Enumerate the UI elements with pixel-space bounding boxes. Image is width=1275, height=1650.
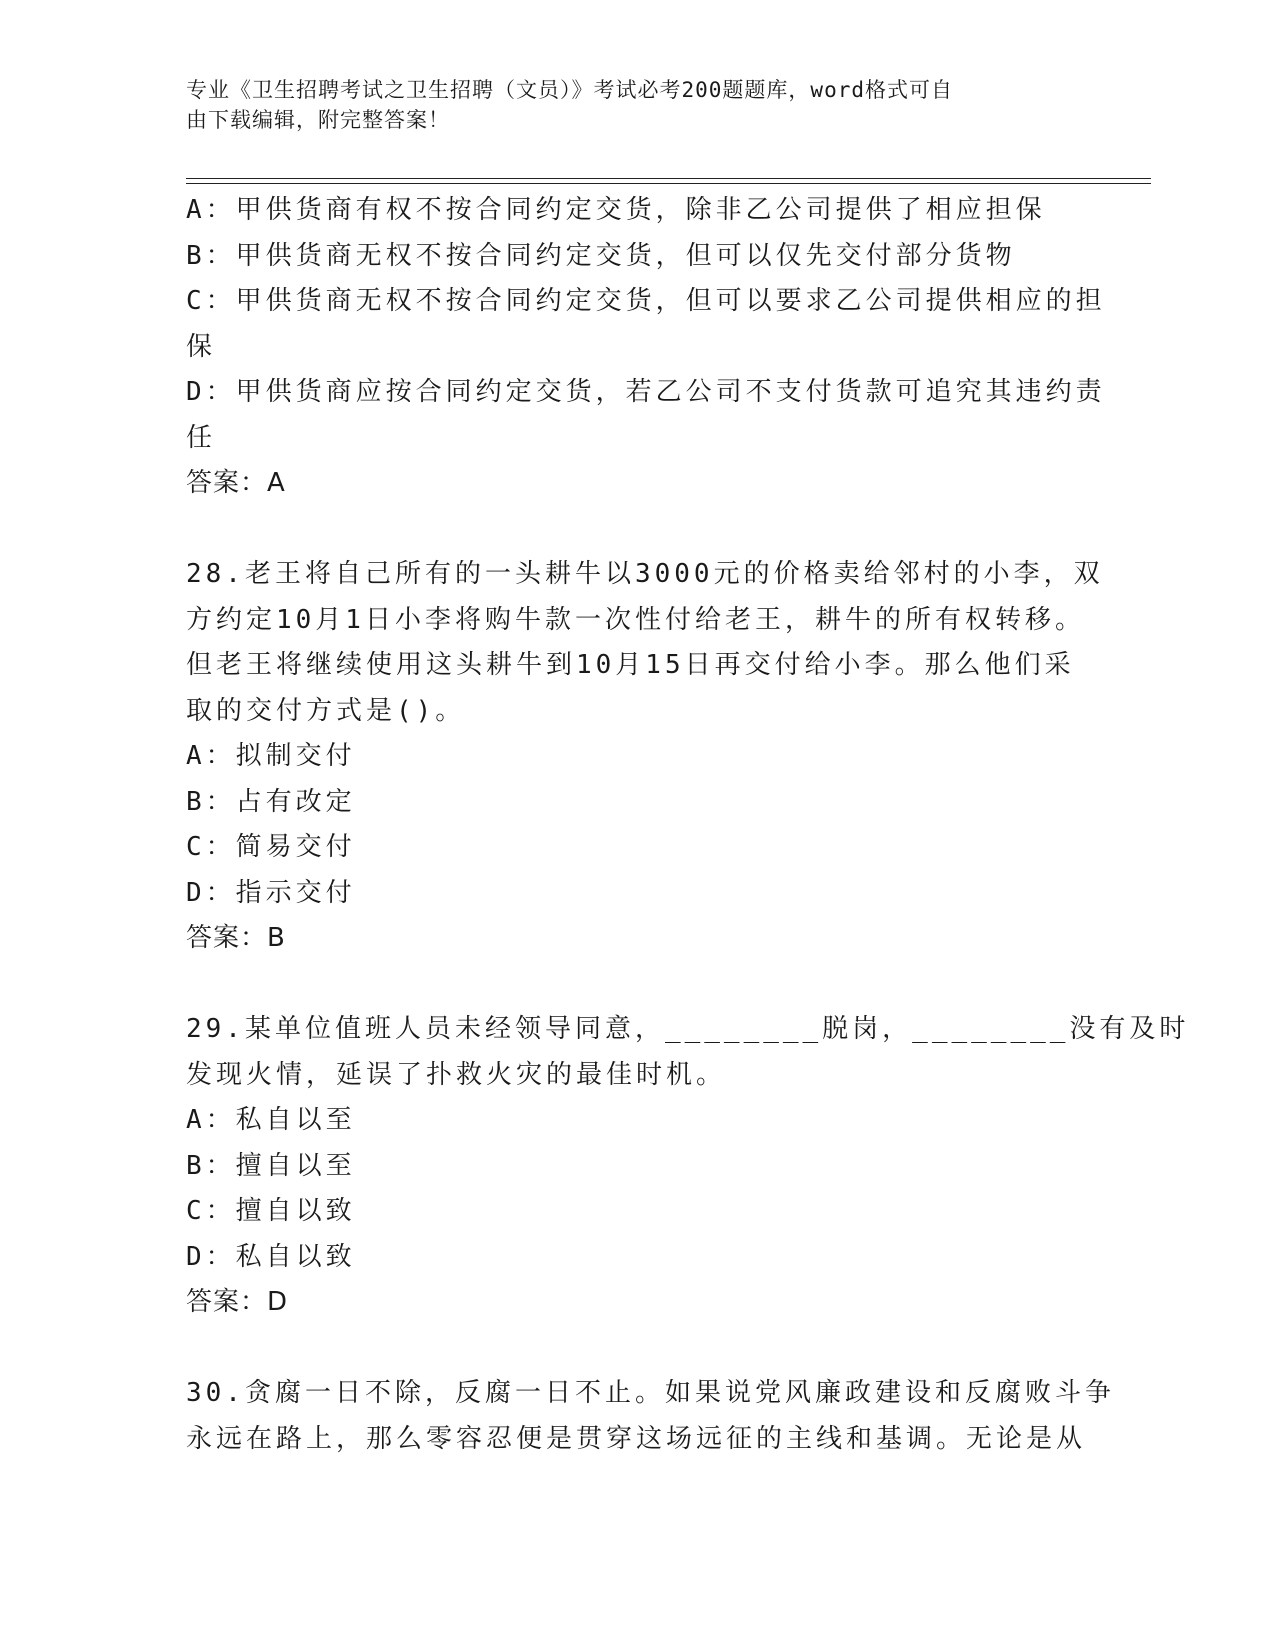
question-stem: 28.老王将自己所有的一头耕牛以3000元的价格卖给邻村的小李，双 [186,559,1104,589]
answer: 答案：A [186,468,286,498]
spacer [186,962,1066,1008]
question-29 [186,1007,1190,1326]
option-d: D：私自以致 [186,1241,356,1272]
option-a: A：甲供货商有权不按合同约定交货，除非乙公司提供了相应担保 [186,195,1046,225]
option-d-cont: 任 [186,422,217,453]
option-c: C：简易交付 [186,832,356,862]
header-rule [186,178,1151,179]
option-c: C：甲供货商无权不按合同约定交货，但可以要求乙公司提供相应的担 [186,286,1106,316]
question-stem: 30.贪腐一日不除，反腐一日不止。如果说党风廉政建设和反腐败斗争 [186,1378,1115,1408]
question-stem: 发现火情，延误了扑救火灾的最佳时机。 [186,1059,727,1090]
document-header [186,75,1046,135]
option-a: A：私自以至 [186,1105,356,1135]
question-30 [186,1371,1115,1462]
question-stem: 但老王将继续使用这头耕牛到10月15日再交付给小李。那么他们采 [186,650,1075,680]
question-prev [186,188,1106,507]
header-line: 由下载编辑，附完整答案！ [186,108,450,132]
option-c: C：擅自以致 [186,1196,356,1226]
question-list [186,188,1190,1462]
option-b: B：占有改定 [186,786,356,817]
option-d: D：指示交付 [186,877,356,908]
answer: 答案：D [186,1287,289,1317]
option-a: A：拟制交付 [186,741,356,771]
option-c-cont: 保 [186,331,217,362]
header-line: 专业《卫生招聘考试之卫生招聘（文员）》考试必考200题题库，word格式可自 [186,78,953,102]
answer: 答案：B [186,923,286,953]
option-b: B：甲供货商无权不按合同约定交货，但可以仅先交付部分货物 [186,240,1016,271]
header-rule [186,183,1151,184]
option-d: D：甲供货商应按合同约定交货，若乙公司不支付货款可追究其违约责 [186,377,1106,407]
question-stem: 永远在路上，那么零容忍便是贯穿这场远征的主线和基调。无论是从 [186,1423,1087,1454]
question-stem: 取的交付方式是()。 [186,695,466,726]
option-b: B：擅自以至 [186,1150,356,1181]
question-stem: 方约定10月1日小李将购牛款一次性付给老王，耕牛的所有权转移。 [186,604,1085,635]
spacer [186,1326,1066,1372]
question-stem: 29.某单位值班人员未经领导同意，________脱岗，________没有及时 [186,1014,1190,1044]
question-28 [186,552,1104,962]
spacer [186,507,1066,553]
